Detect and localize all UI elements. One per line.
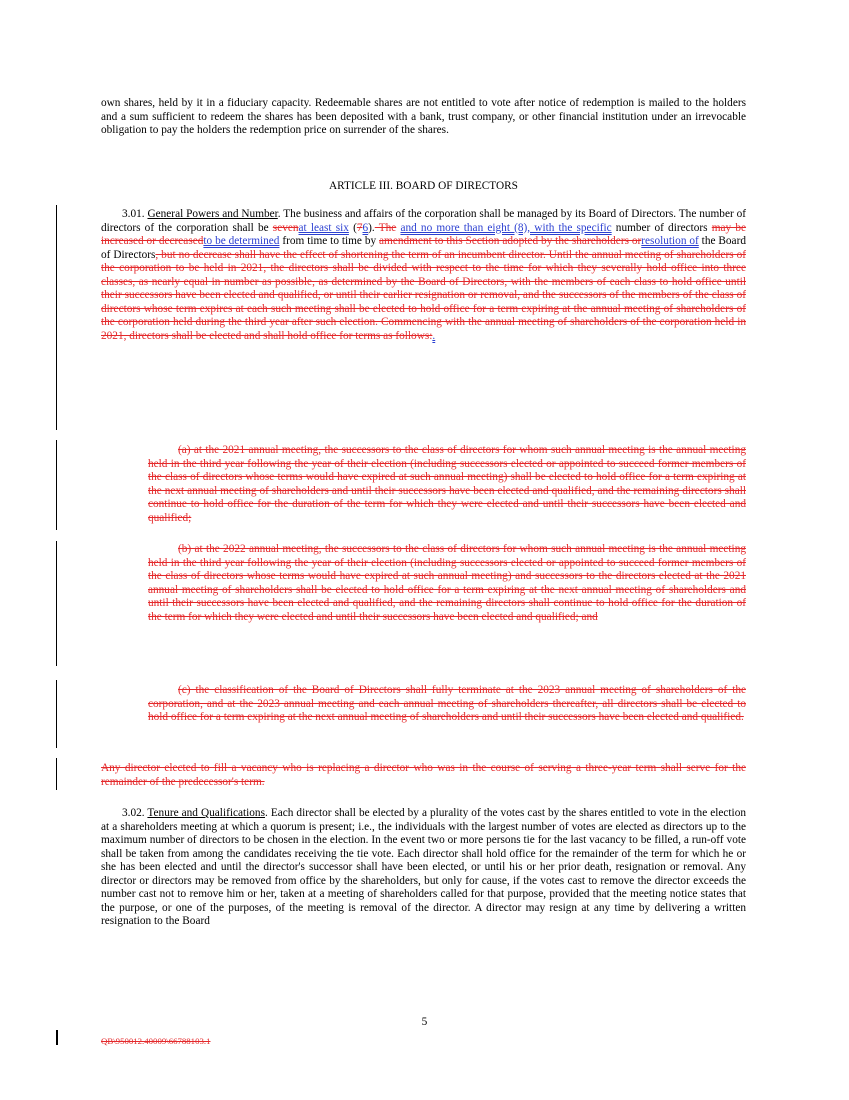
- inserted-text: resolution of: [641, 235, 699, 248]
- top-paragraph: own shares, held by it in a fiduciary capacity. Redeemable shares are not entitled to vote after notice of redemption is mailed to the holders and a sum sufficient to redeem the shares has been deposited with a bank, trust company, or other financial institution under an irrevocable obligation to pay the holders the redemption price on surrender of the shares.: [101, 97, 746, 137]
- change-bar: [56, 758, 57, 790]
- section-text: (: [348, 221, 357, 234]
- article-heading: ARTICLE III. BOARD OF DIRECTORS: [329, 180, 518, 192]
- deleted-text: , but no decrease shall have the effect of shortening the term of an incumbent director. Until the annual meeting of shareholders of the corporation to be held in 2021, the directors shall be divided with respect to the time for which they severally hold office into three classes, as nearly equal in number as possible, as determined by the Board of Directors, with the members of each class to hold office until their successors have been elected and qualified, or until their earlier resignation or removal, and the successors of the members of the class of directors whose term expires at each such meeting shall be elected to hold office for a term expiring at the annual meeting of shareholders of the corporation held during the third year after such election. Commencing with the annual meeting of shareholders of the corporation held in 2021, directors shall be elected and shall hold office for terms as follows:: [101, 248, 746, 342]
- section-title: General Powers and Number: [147, 208, 278, 220]
- deleted-text: seven: [272, 221, 299, 234]
- subparagraph-c: (c) the classification of the Board of Directors shall fully terminate at the 2023 annual meeting of shareholders of the corporation, and at the 2023 annual meeting and each annual meeting of shareholders thereafter, all directors shall be elected to hold office for a term expiring at the next annual meeting of shareholders and until their successors have been elected and qualified.: [148, 684, 746, 724]
- inserted-text: and no more than eight (8), with the specific: [400, 221, 612, 234]
- section-number: 3.01.: [122, 208, 145, 220]
- deleted-text: amendment to this Section adopted by the shareholders or: [379, 235, 642, 248]
- inserted-text: at least six: [298, 221, 349, 234]
- change-bar: [56, 1030, 58, 1045]
- change-bar: [56, 205, 57, 315]
- subparagraph-a: (a) at the 2021 annual meeting, the successors to the class of directors for whom such annual meeting is the annual meeting held in the third year following the year of their election (including successors elected or appointed to succeed former members of the class of directors whose terms would have expired at such annual meeting) shall be elected to hold office for a term expiring at the next annual meeting of shareholders and until their successors have been elected and qualified, and the remaining directors shall continue to hold office for the duration of the term for which they were elected and until their successors have been elected and qualified;: [148, 444, 746, 524]
- deleted-text: The: [374, 221, 397, 234]
- vacancy-paragraph: Any director elected to fill a vacancy who is replacing a director who was in the course of serving a three-year term shall serve for the remainder of the predecessor's term.: [101, 762, 746, 788]
- page-number: 5: [421, 1016, 428, 1028]
- inserted-text: to be determined: [203, 235, 280, 248]
- change-bar: [56, 680, 57, 748]
- section-title: Tenure and Qualifications: [147, 807, 265, 819]
- section-number: 3.02.: [122, 807, 145, 819]
- section-text: ).: [368, 221, 375, 234]
- deleted-text: 7: [356, 221, 363, 234]
- section-text: from time to time by: [279, 235, 380, 248]
- change-bar: [56, 440, 57, 530]
- inserted-text: 6: [362, 221, 369, 234]
- subparagraph-b: (b) at the 2022 annual meeting, the successors to the class of directors for whom such annual meeting is the annual meeting held in the third year following the year of their election (including successors elected or appointed to succeed former members of the class of directors whose terms would have expired at such annual meeting) and successors to the directors elected at the 2021 annual meeting of shareholders shall be elected to hold office for a term expiring at the next annual meeting of shareholders and until their successors have been elected and qualified, and the remaining directors shall continue to hold office for the duration of the term for which they were elected and until their successors have been elected and qualified; and: [148, 543, 746, 623]
- section-3-01: [101, 208, 746, 343]
- section-text: . The business and affairs of the corporation shall be managed by its Board of Directors. The number of directors of the corporation shall be: [101, 208, 746, 234]
- section-text: the Board of Directors: [101, 235, 746, 261]
- section-text: . Each director shall be elected by a plurality of the votes cast by the shares entitled to vote in the election at a shareholders meeting at which a quorum is present; i.e., the individuals with the largest number of votes are elected as directors up to the maximum number of directors to be chosen in the election. In the event two or more persons tie for the last vacancy to be filled, a run-off vote shall be taken from among the candidates receiving the tie vote. Each director shall hold office for the remainder of the term for which he or she has been elected and until the director's successor shall have been elected, or until his or her prior death, resignation or removal. Any director or directors may be removed from office by the shareholders, but only for cause, if the votes cast to remove the director exceeds the number cast not to remove him or her, taken at a meeting of shareholders called for that purpose, provided that the meeting notice states that the purpose, or one of the purposes, of the meeting is removal of the director. A director may resign at any time by delivering a written resignation to the Board: [101, 807, 746, 928]
- section-text: number of directors: [611, 221, 712, 234]
- section-3-02: [101, 807, 746, 929]
- inserted-text: .: [432, 329, 436, 342]
- document-id: QB\950012.40009\66788103.1: [101, 1036, 211, 1046]
- deleted-text: may be increased or decreased: [101, 221, 747, 248]
- change-bar: [56, 541, 57, 666]
- change-bar: [56, 315, 57, 430]
